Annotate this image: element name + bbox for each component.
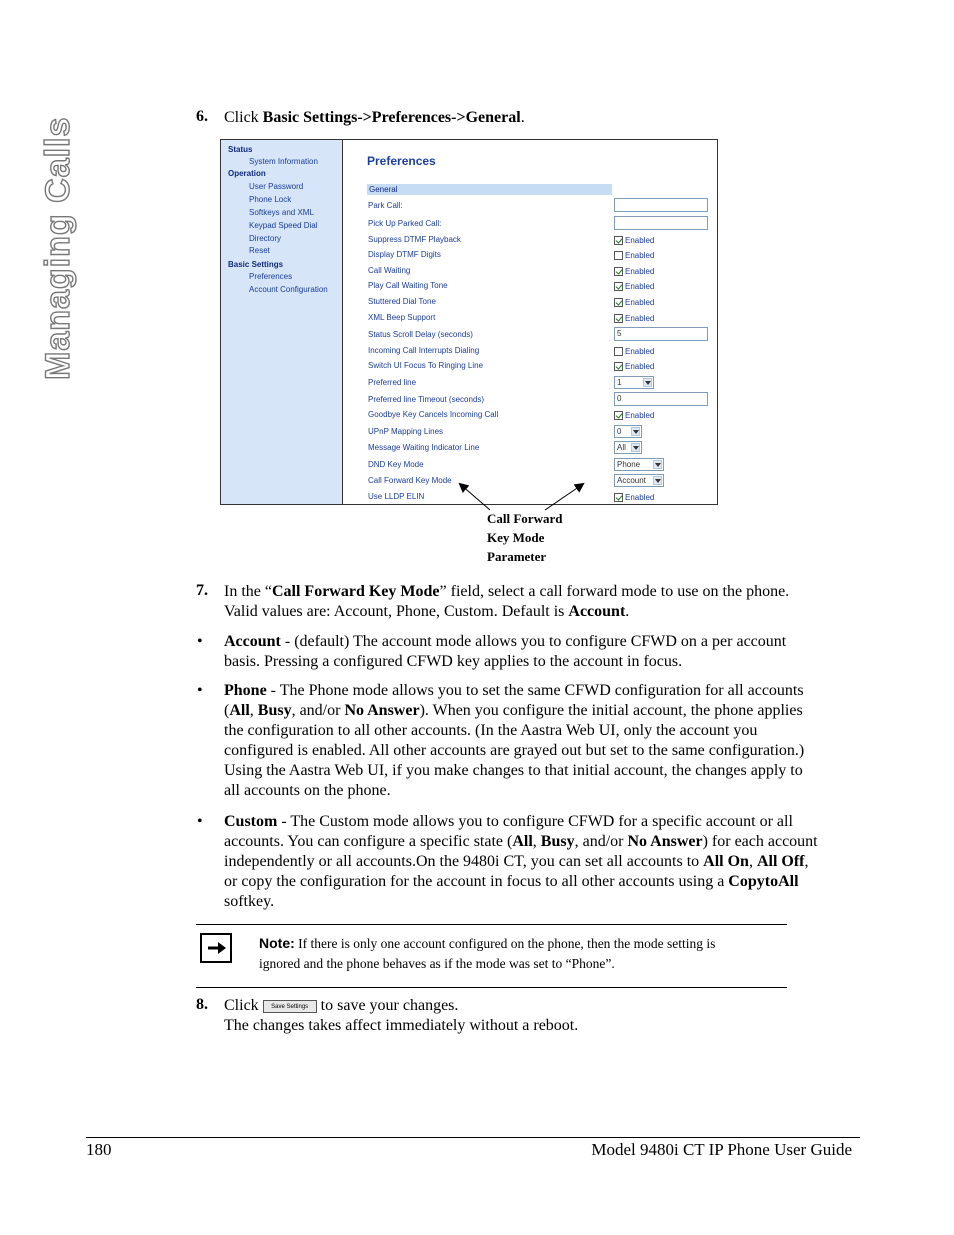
setting-label: Play Call Waiting Tone (368, 281, 448, 290)
page-title: Preferences (367, 154, 436, 168)
nav-item[interactable]: Basic Settings (228, 260, 284, 269)
setting-select[interactable] (614, 474, 664, 487)
nav-item[interactable]: Status (228, 145, 253, 154)
setting-label: Switch UI Focus To Ringing Line (368, 361, 484, 370)
select-value: Phone (617, 460, 641, 469)
bullet: • (197, 633, 203, 650)
step-6-text: Click Basic Settings->Preferences->General. (224, 109, 525, 126)
setting-select[interactable] (614, 441, 642, 454)
chevron-down-icon[interactable] (631, 443, 640, 452)
setting-label: Goodbye Key Cancels Incoming Call (368, 410, 499, 419)
checkbox-label: Enabled (625, 362, 655, 371)
nav-item[interactable]: Softkeys and XML (249, 208, 314, 217)
setting-checkbox[interactable] (614, 298, 623, 307)
checkbox-label: Enabled (625, 411, 655, 420)
note: Note: If there is only one account configured on the phone, then the mode setting is ignored and the phone behaves as if the mode was set to “Phone”. (259, 935, 716, 971)
checkbox-label: Enabled (625, 251, 655, 260)
divider (196, 924, 787, 925)
setting-checkbox[interactable] (614, 493, 623, 502)
setting-label: Preferred line (368, 378, 417, 387)
setting-text-input[interactable]: 0 (614, 392, 708, 406)
setting-label: Stuttered Dial Tone (368, 297, 436, 306)
page-number: 180 (86, 1140, 112, 1159)
nav-item[interactable]: Operation (228, 169, 266, 178)
checkbox-label: Enabled (625, 314, 655, 323)
setting-label: Display DTMF Digits (368, 250, 441, 259)
footer-title: Model 9480i CT IP Phone User Guide (591, 1140, 852, 1159)
setting-label: UPnP Mapping Lines (368, 427, 444, 436)
web-ui-screenshot (220, 139, 718, 505)
setting-label: Park Call: (368, 201, 403, 210)
nav-item[interactable]: Preferences (249, 272, 293, 281)
step-8-text: Click Save Settings to save your changes. The changes takes affect immediately without a reboot. (224, 997, 579, 1034)
callout-label: Call Forward Key Mode Parameter (487, 511, 563, 564)
step-number: 6. (196, 108, 208, 125)
bullet: • (197, 813, 203, 830)
side-tab: Managing Calls (39, 116, 77, 380)
chevron-down-icon[interactable] (643, 378, 652, 387)
divider (196, 987, 787, 988)
setting-select[interactable] (614, 425, 642, 438)
setting-checkbox[interactable] (614, 267, 623, 276)
setting-label: Call Waiting (368, 266, 411, 275)
select-value: 0 (617, 427, 622, 436)
setting-checkbox[interactable] (614, 236, 623, 245)
step-number: 7. (196, 582, 208, 599)
chevron-down-icon[interactable] (653, 476, 662, 485)
checkbox-label: Enabled (625, 493, 655, 502)
setting-label: DND Key Mode (368, 460, 424, 469)
nav-item[interactable]: System Information (249, 157, 318, 166)
setting-checkbox[interactable] (614, 362, 623, 371)
chevron-down-icon[interactable] (631, 427, 640, 436)
select-value: All (617, 443, 626, 452)
setting-text-input[interactable] (614, 198, 708, 212)
setting-checkbox[interactable] (614, 314, 623, 323)
nav-item[interactable]: Keypad Speed Dial (249, 221, 318, 230)
setting-label: Incoming Call Interrupts Dialing (368, 346, 480, 355)
setting-checkbox[interactable] (614, 282, 623, 291)
checkbox-label: Enabled (625, 236, 655, 245)
footer-rule (86, 1137, 860, 1138)
checkbox-label: Enabled (625, 267, 655, 276)
step-7-text: In the “Call Forward Key Mode” field, select a call forward mode to use on the phone. Valid values are: Account, Phone, Custom. Default is Account. (224, 583, 790, 620)
setting-label: Use LLDP ELIN (368, 492, 425, 501)
setting-checkbox[interactable] (614, 411, 623, 420)
setting-select[interactable] (614, 376, 654, 389)
arrow-right-icon (200, 933, 232, 963)
setting-select[interactable] (614, 458, 664, 471)
nav-item[interactable]: Phone Lock (249, 195, 292, 204)
bullet-custom: Custom - The Custom mode allows you to configure CFWD for a specific account or all accounts. You can configure a specific state (All, Busy, and/or No Answer) for each account independently or all accounts.On the 9480i CT, you can set all accounts to All On, All Off, or copy the configuration for the account in focus to all other accounts using a CopytoAll softkey. (224, 813, 818, 910)
setting-label: Call Forward Key Mode (368, 476, 452, 485)
setting-label: Message Waiting Indicator Line (368, 443, 480, 452)
select-value: 1 (617, 378, 622, 387)
bullet-phone: Phone - The Phone mode allows you to set the same CFWD configuration for all accounts (All, Busy, and/or No Answer). When you configure the initial account, the phone applies the configuration to all other accounts. (In the Aastra Web UI, only the account you configured is enabled. All other accounts are grayed out but set to the same configuration.) Using the Aastra Web UI, if you make changes to that initial account, the changes apply to all accounts on the phone. (224, 682, 805, 799)
save-settings-button[interactable]: Save Settings (263, 1000, 317, 1013)
nav-item[interactable]: Reset (249, 246, 270, 255)
nav-sidebar (221, 140, 343, 504)
setting-label: Preferred line Timeout (seconds) (368, 395, 485, 404)
setting-label: Suppress DTMF Playback (368, 235, 461, 244)
setting-text-input[interactable]: 5 (614, 327, 708, 341)
nav-item[interactable]: Directory (249, 234, 282, 243)
select-value: Account (617, 476, 646, 485)
setting-checkbox[interactable] (614, 347, 623, 356)
checkbox-label: Enabled (625, 282, 655, 291)
checkbox-label: Enabled (625, 298, 655, 307)
setting-checkbox[interactable] (614, 251, 623, 260)
bullet: • (197, 682, 203, 699)
nav-item[interactable]: Account Configuration (249, 285, 328, 294)
setting-label: Pick Up Parked Call: (368, 219, 442, 228)
nav-item[interactable]: User Password (249, 182, 304, 191)
section-header: General (367, 184, 612, 195)
setting-text-input[interactable] (614, 216, 708, 230)
chevron-down-icon[interactable] (653, 460, 662, 469)
setting-label: Status Scroll Delay (seconds) (368, 330, 473, 339)
step-number: 8. (196, 996, 208, 1013)
bullet-account: Account - (default) The account mode allows you to configure CFWD on a per account basis. Pressing a configured CFWD key applies to the account in focus. (224, 633, 787, 670)
setting-label: XML Beep Support (368, 313, 436, 322)
checkbox-label: Enabled (625, 347, 655, 356)
